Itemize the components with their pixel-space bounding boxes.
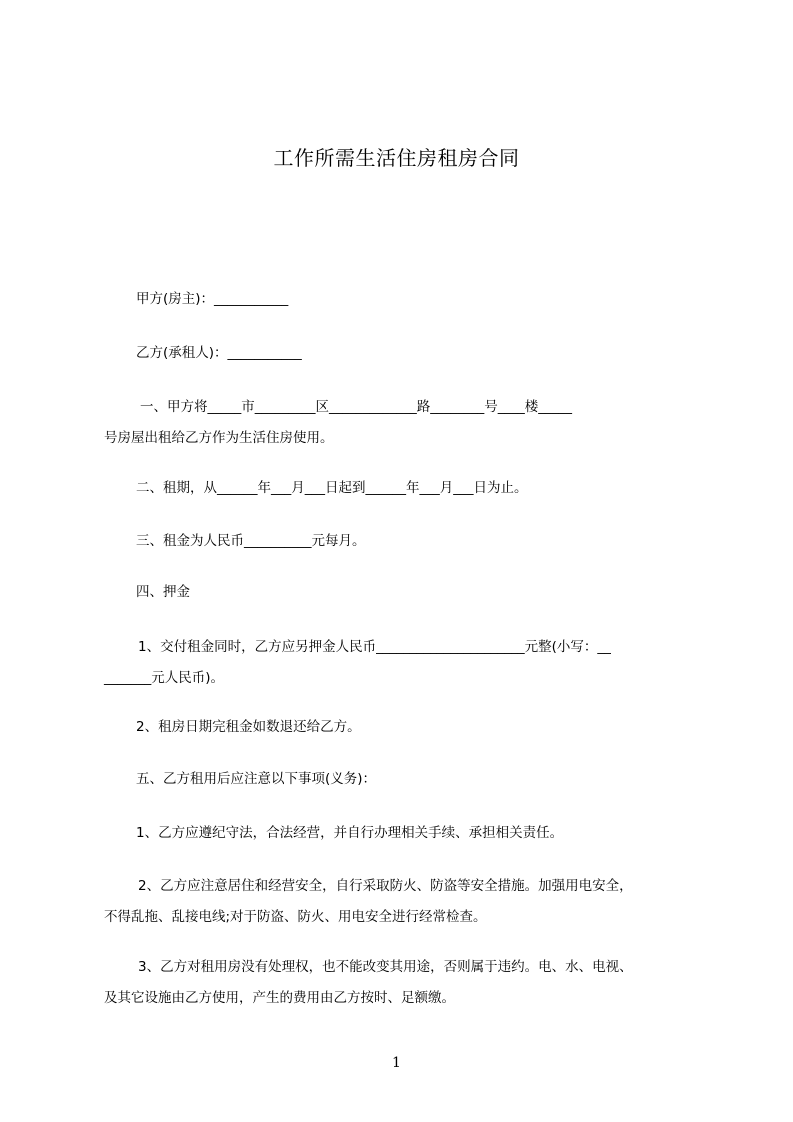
deposit-item-1 <box>104 632 714 694</box>
clause-3 <box>104 526 714 557</box>
duty-item-3-line-2: 及其它设施由乙方使用，产生的费用由乙方按时、足额缴。 <box>104 990 455 1006</box>
duty-item-3 <box>104 952 714 1014</box>
party-b-text: 乙方(承租人)：___________ <box>136 345 302 361</box>
page-title: 工作所需生活住房租房合同 <box>273 146 520 170</box>
clause-1-line-2: 号房屋出租给乙方作为生活住房使用。 <box>104 430 334 446</box>
clause-5-text: 五、乙方租用后应注意以下事项(义务)： <box>136 771 377 787</box>
party-a-line <box>104 284 714 315</box>
clause-5 <box>104 764 714 795</box>
clause-2-text: 二、租期，从______年___月___日起到______年___月___日为止。 <box>136 480 528 496</box>
duty-item-2 <box>104 871 714 933</box>
party-a-text: 甲方(房主)：___________ <box>136 291 289 307</box>
deposit-item-2-text: 2、租房日期完租金如数退还给乙方。 <box>136 719 361 735</box>
clause-3-text: 三、租金为人民币__________元每月。 <box>136 533 366 549</box>
clause-1 <box>104 392 714 454</box>
page-number: 1 <box>392 1055 401 1071</box>
duty-item-2-line-2: 不得乱拖、乱接电线;对于防盗、防火、用电安全进行经常检查。 <box>104 909 487 925</box>
clause-1-line-1: 一、甲方将_____市_________区_____________路________号____楼_____ <box>140 399 572 415</box>
clause-2 <box>104 473 714 504</box>
deposit-item-1-line-2: _______元人民币)。 <box>104 670 225 686</box>
duty-item-1 <box>104 818 714 849</box>
deposit-item-2 <box>104 712 714 743</box>
clause-4-text: 四、押金 <box>136 584 190 600</box>
duty-item-3-line-1: 3、乙方对租用房没有处理权，也不能改变其用途，否则属于违约。电、水、电视、 <box>138 959 633 975</box>
clause-4 <box>104 577 714 608</box>
party-b-line <box>104 338 714 369</box>
duty-item-1-text: 1、乙方应遵纪守法，合法经营，并自行办理相关手续、承担相关责任。 <box>136 825 564 841</box>
duty-item-2-line-1: 2、乙方应注意居住和经营安全，自行采取防火、防盗等安全措施。加强用电安全， <box>138 878 633 894</box>
deposit-item-1-line-1: 1、交付租金同时，乙方应另押金人民币______________________元整(小写：__ <box>138 639 611 655</box>
